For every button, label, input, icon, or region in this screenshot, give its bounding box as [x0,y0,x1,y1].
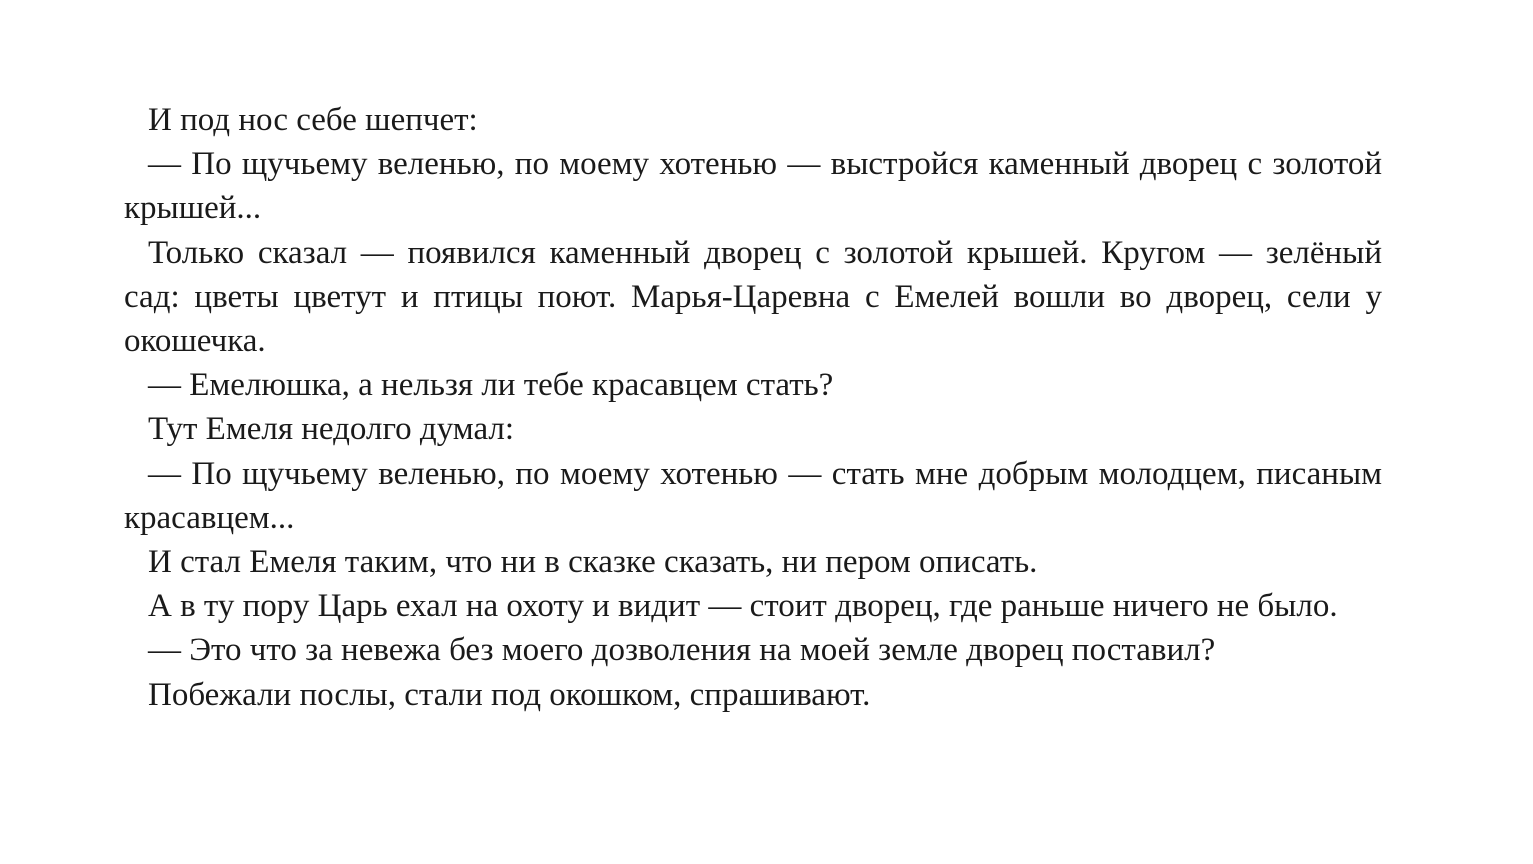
paragraph-9: — Это что за невежа без моего дозволения на моей земле дворец поставил? [148,632,1216,669]
paragraph-10: Побежали послы, стали под окошком, спрашивают. [148,676,871,713]
paragraph-1: И под нос себе шепчет: [148,102,478,138]
document-page [124,98,1382,717]
paragraph-5: Тут Емеля недолго думал: [148,411,515,448]
paragraph-2: — По щучьему веленью, по моему хотенью — выстройся каменный дворец с золотой крышей... [124,146,1382,227]
paragraph-6: — По щучьему веленью, по моему хотенью — стать мне добрым молодцем, писаным красавцем... [124,455,1382,536]
paragraph-8: А в ту пору Царь ехал на охоту и видит — стоит дворец, где раньше ничего не было. [148,588,1338,625]
paragraph-3: Только сказал — появился каменный дворец с золотой крышей. Кругом — зелёный сад: цветы цветут и птицы поют. Марья-Царевна с Емелей вошли во дворец, сели у окошечка. [124,234,1382,360]
paragraph-4: — Емелюшка, а нельзя ли тебе красавцем стать? [148,367,834,404]
paragraph-7: И стал Емеля таким, что ни в сказке сказать, ни пером описать. [148,544,1038,581]
